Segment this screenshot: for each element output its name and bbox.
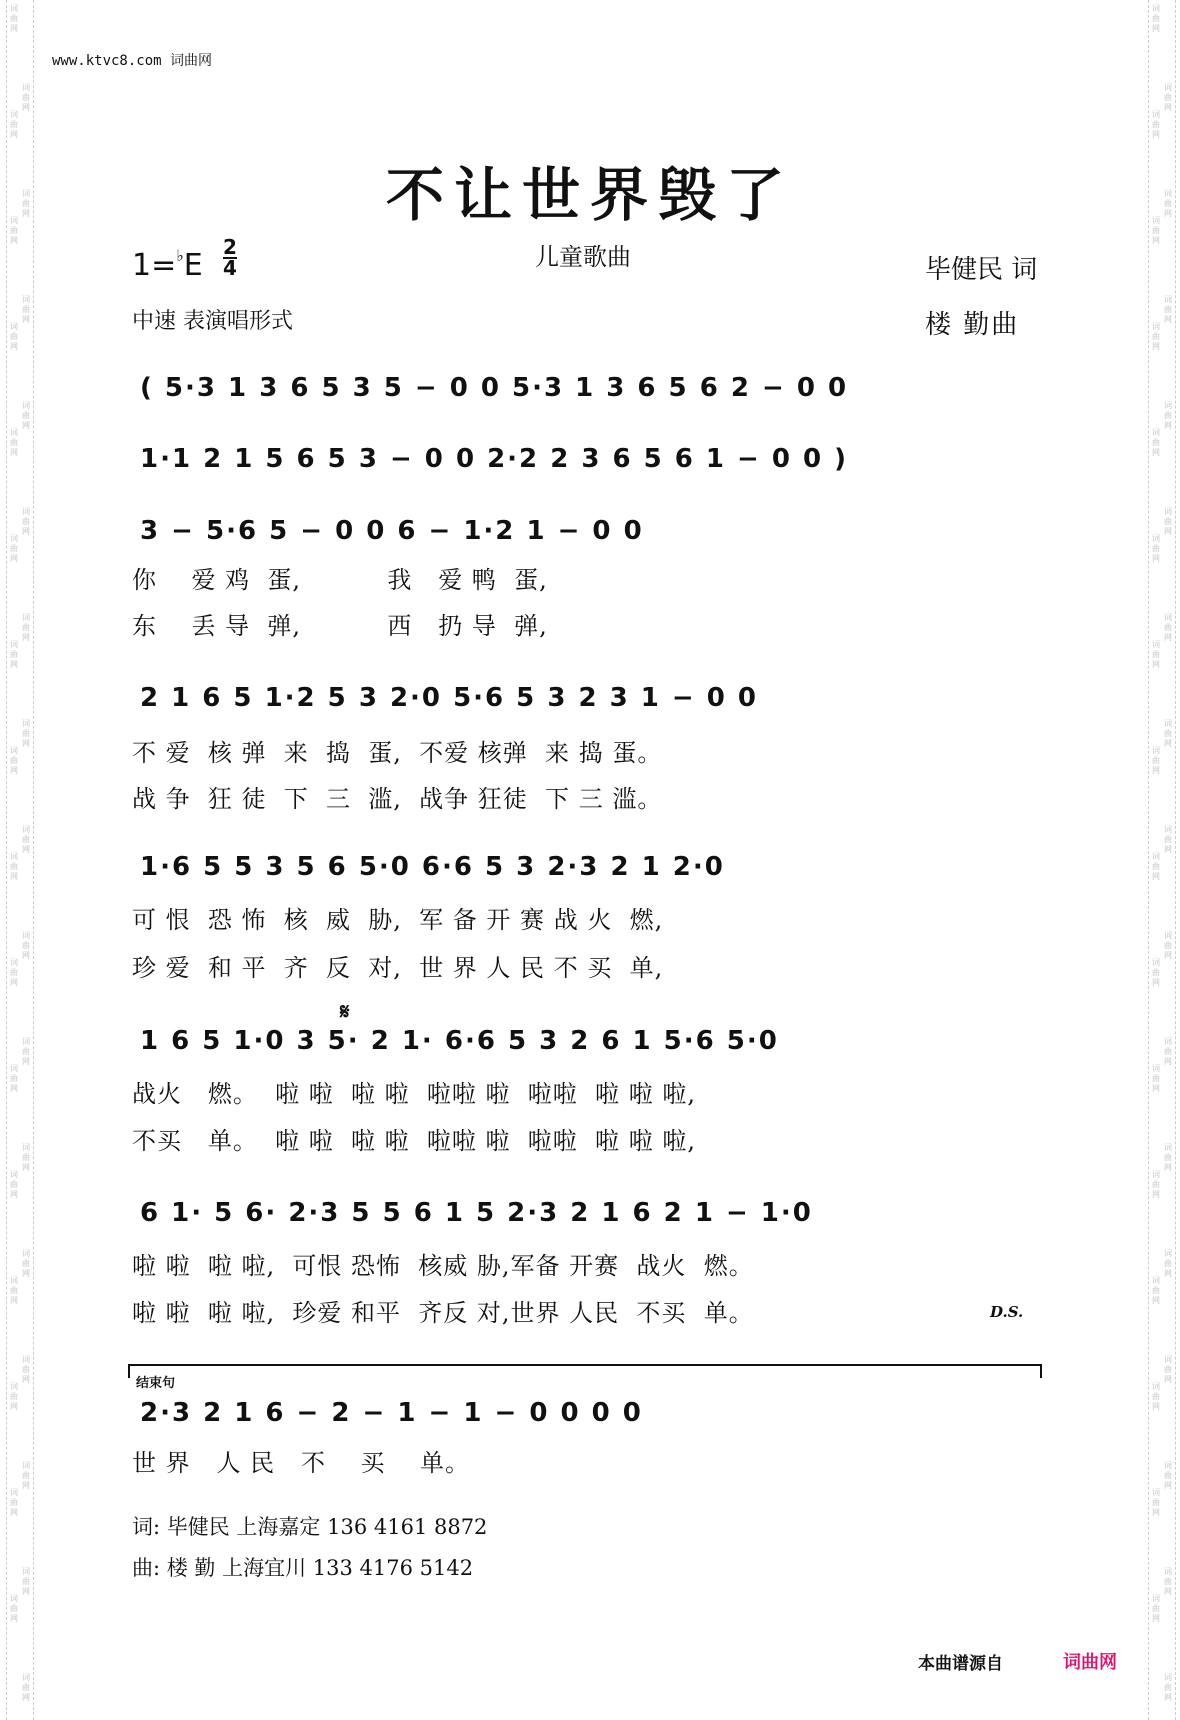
watermark-char: 词 — [22, 825, 30, 834]
watermark-char: 网 — [22, 1481, 30, 1490]
watermark-char: 网 — [22, 421, 30, 430]
watermark-char: 曲 — [1164, 1683, 1172, 1692]
key-letter: E — [183, 248, 203, 283]
watermark-char: 曲 — [22, 1153, 30, 1162]
score-line-7 — [132, 1198, 1047, 1238]
tempo-marking: 中速 表演唱形式 — [132, 309, 293, 334]
watermark-char: 网 — [10, 1190, 18, 1199]
watermark-char: 曲 — [1152, 544, 1160, 553]
watermark-char: 网 — [1164, 1587, 1172, 1596]
watermark-char: 曲 — [1152, 120, 1160, 129]
lyric-line-5b: 珍 爱 和 平 齐 反 对, 世 界 人 民 不 买 单, — [132, 954, 664, 982]
watermark-char: 网 — [10, 24, 18, 33]
watermark-char: 词 — [1152, 428, 1160, 437]
watermark-char: 曲 — [1164, 1047, 1172, 1056]
watermark-char: 曲 — [22, 1365, 30, 1374]
lyric-line-8a: 世 界 人 民 不 买 单。 — [132, 1449, 471, 1477]
watermark-char: 曲 — [22, 941, 30, 950]
watermark-char: 网 — [1164, 1269, 1172, 1278]
watermark-char: 网 — [1152, 236, 1160, 245]
watermark-char: 词 — [10, 1064, 18, 1073]
watermark-char: 词 — [22, 613, 30, 622]
watermark-char: 词 — [22, 1249, 30, 1258]
watermark-char: 曲 — [1152, 14, 1160, 23]
watermark-char: 曲 — [1152, 862, 1160, 871]
watermark-char: 曲 — [1152, 332, 1160, 341]
watermark-char: 词 — [1152, 1064, 1160, 1073]
watermark-char: 词 — [1164, 825, 1172, 834]
score-notes: 2 1 6 5 1·2 5 3 2·0 5·6 5 3 2 3 1 − 0 0 — [140, 683, 758, 713]
lyric-line-3a: 你 爱 鸡 蛋, 我 爱 鸭 蛋, — [132, 566, 548, 594]
watermark-char: 词 — [22, 1673, 30, 1682]
watermark-char: 曲 — [1164, 729, 1172, 738]
watermark-char: 曲 — [10, 120, 18, 129]
watermark-char: 曲 — [1152, 1498, 1160, 1507]
source-site-link[interactable]: 词曲网 — [1063, 1652, 1117, 1673]
score-line-4 — [132, 683, 1047, 723]
watermark-char: 网 — [22, 103, 30, 112]
watermark-char: 词 — [1164, 401, 1172, 410]
watermark-char: 词 — [1164, 1037, 1172, 1046]
score-notes: 1·6 5 5 3 5 6 5·0 6·6 5 3 2·3 2 1 2·0 — [140, 852, 725, 882]
score-notes: 2·3 2 1 6 − 2 − 1 − 1 − 0 0 0 0 — [140, 1398, 643, 1428]
score-line-8 — [132, 1398, 1047, 1438]
lyric-line-4a: 不 爱 核 弹 来 捣 蛋, 不爱 核弹 来 捣 蛋。 — [132, 739, 663, 767]
watermark-char: 网 — [1164, 209, 1172, 218]
watermark-char: 曲 — [22, 1259, 30, 1268]
watermark-char: 网 — [1152, 130, 1160, 139]
watermark-char: 词 — [22, 1461, 30, 1470]
watermark-char: 网 — [1152, 872, 1160, 881]
score-notes: ( 5·3 1 3 6 5 3 5 − 0 0 5·3 1 3 6 5 6 2 − 0 0 — [140, 373, 849, 403]
watermark-char: 曲 — [1164, 1365, 1172, 1374]
watermark-char: 网 — [22, 1693, 30, 1702]
watermark-char: 曲 — [22, 411, 30, 420]
watermark-char: 曲 — [1164, 305, 1172, 314]
lyric-line-7b: 啦 啦 啦 啦, 珍爱 和平 齐反 对,世界 人民 不买 单。 — [132, 1299, 754, 1327]
watermark-char: 曲 — [10, 1392, 18, 1401]
watermark-char: 曲 — [10, 862, 18, 871]
watermark-char: 词 — [1164, 83, 1172, 92]
watermark-char: 网 — [22, 1269, 30, 1278]
watermark-char: 曲 — [22, 305, 30, 314]
watermark-char: 词 — [1164, 719, 1172, 728]
watermark-char: 曲 — [1152, 1180, 1160, 1189]
watermark-char: 网 — [1152, 766, 1160, 775]
watermark-char: 曲 — [1152, 756, 1160, 765]
watermark-char: 网 — [1164, 315, 1172, 324]
watermark-char: 曲 — [22, 199, 30, 208]
watermark-char: 曲 — [1164, 1471, 1172, 1480]
score-line-3 — [132, 516, 1047, 556]
watermark-char: 词 — [22, 401, 30, 410]
watermark-char: 网 — [10, 1084, 18, 1093]
watermark-char: 词 — [10, 110, 18, 119]
watermark-char: 网 — [1152, 1296, 1160, 1305]
watermark-char: 词 — [10, 1594, 18, 1603]
watermark-char: 曲 — [22, 517, 30, 526]
watermark-char: 网 — [1164, 1481, 1172, 1490]
watermark-char: 曲 — [22, 1047, 30, 1056]
watermark-char: 网 — [10, 342, 18, 351]
watermark-char: 词 — [1164, 1673, 1172, 1682]
watermark-char: 曲 — [22, 1577, 30, 1586]
watermark-char: 词 — [22, 83, 30, 92]
watermark-char: 词 — [10, 640, 18, 649]
watermark-char: 词 — [1152, 4, 1160, 13]
watermark-char: 网 — [22, 845, 30, 854]
watermark-char: 词 — [10, 1170, 18, 1179]
score-notes: 6 1· 5 6· 2·3 5 5 6 1 5 2·3 2 1 6 2 1 − 1·0 — [140, 1198, 813, 1228]
watermark-char: 词 — [1152, 534, 1160, 543]
watermark-char: 词 — [1164, 1143, 1172, 1152]
score-line-6 — [132, 1026, 1047, 1066]
watermark-char: 网 — [10, 554, 18, 563]
watermark-char: 曲 — [1152, 1074, 1160, 1083]
site-url[interactable]: www.ktvc8.com 词曲网 — [52, 53, 213, 69]
watermark-char: 曲 — [1164, 835, 1172, 844]
watermark-char: 词 — [22, 295, 30, 304]
score-notes: 1 6 5 1·0 3 5· 2 1· 6·6 5 3 2 6 1 5·6 5·0 — [140, 1026, 779, 1056]
score-line-2 — [132, 444, 1047, 484]
watermark-char: 网 — [1152, 1084, 1160, 1093]
watermark-char: 曲 — [1152, 226, 1160, 235]
watermark-char: 网 — [1164, 1375, 1172, 1384]
watermark-char: 曲 — [22, 623, 30, 632]
watermark-char: 词 — [10, 1488, 18, 1497]
right-watermark-strip — [1148, 0, 1176, 1720]
watermark-char: 词 — [22, 1567, 30, 1576]
watermark-char: 网 — [10, 1296, 18, 1305]
composer-contact: 曲: 楼 勤 上海宜川 133 4176 5142 — [132, 1556, 474, 1580]
watermark-char: 网 — [1164, 633, 1172, 642]
score-notes: 1·1 2 1 5 6 5 3 − 0 0 2·2 2 3 6 5 6 1 − 0 0 ) — [140, 444, 849, 474]
watermark-char: 网 — [1164, 527, 1172, 536]
song-title: 不让世界毁了 — [385, 161, 794, 229]
watermark-char: 网 — [10, 872, 18, 881]
watermark-char: 曲 — [1164, 1259, 1172, 1268]
watermark-char: 网 — [1152, 1508, 1160, 1517]
watermark-char: 网 — [1164, 103, 1172, 112]
lyric-line-6a: 战火 燃。 啦 啦 啦 啦 啦啦 啦 啦啦 啦 啦 啦, — [132, 1080, 696, 1108]
watermark-char: 曲 — [10, 1604, 18, 1613]
watermark-char: 词 — [10, 852, 18, 861]
ending-label: 结束句 — [136, 1376, 176, 1391]
watermark-char: 曲 — [1152, 968, 1160, 977]
watermark-char: 词 — [1152, 1382, 1160, 1391]
watermark-char: 曲 — [10, 756, 18, 765]
watermark-char: 曲 — [10, 332, 18, 341]
watermark-char: 网 — [10, 1402, 18, 1411]
watermark-char: 词 — [1152, 216, 1160, 225]
watermark-char: 网 — [1152, 448, 1160, 457]
watermark-char: 词 — [1164, 189, 1172, 198]
watermark-char: 曲 — [1164, 517, 1172, 526]
left-watermark-strip — [6, 0, 34, 1720]
watermark-char: 网 — [1164, 1057, 1172, 1066]
segno-mark: 𝄋 — [340, 1000, 350, 1025]
watermark-char: 曲 — [1152, 1286, 1160, 1295]
score-notes: 3 − 5·6 5 − 0 0 6 − 1·2 1 − 0 0 — [140, 516, 644, 546]
watermark-char: 网 — [22, 633, 30, 642]
watermark-char: 词 — [10, 958, 18, 967]
watermark-char: 曲 — [10, 650, 18, 659]
watermark-char: 曲 — [1152, 650, 1160, 659]
watermark-char: 网 — [1152, 660, 1160, 669]
watermark-char: 网 — [10, 1508, 18, 1517]
watermark-char: 词 — [10, 4, 18, 13]
watermark-char: 词 — [1152, 110, 1160, 119]
watermark-char: 词 — [1152, 640, 1160, 649]
watermark-char: 曲 — [1164, 411, 1172, 420]
watermark-char: 网 — [10, 236, 18, 245]
watermark-char: 曲 — [10, 968, 18, 977]
watermark-char: 词 — [1164, 1461, 1172, 1470]
ending-bracket — [128, 1364, 1042, 1378]
watermark-char: 词 — [22, 1143, 30, 1152]
dal-segno-mark: D.S. — [990, 1303, 1024, 1321]
lyric-line-4b: 战 争 狂 徒 下 三 滥, 战争 狂徒 下 三 滥。 — [132, 785, 663, 813]
watermark-char: 网 — [1152, 342, 1160, 351]
watermark-char: 网 — [22, 739, 30, 748]
watermark-char: 网 — [10, 978, 18, 987]
watermark-char: 曲 — [10, 438, 18, 447]
watermark-char: 网 — [1152, 1614, 1160, 1623]
watermark-char: 词 — [1164, 507, 1172, 516]
watermark-char: 词 — [1164, 1567, 1172, 1576]
watermark-char: 曲 — [10, 1498, 18, 1507]
watermark-char: 词 — [22, 507, 30, 516]
watermark-char: 词 — [1152, 746, 1160, 755]
lyric-line-3b: 东 丢 导 弹, 西 扔 导 弹, — [132, 612, 548, 640]
watermark-char: 网 — [1152, 1190, 1160, 1199]
time-top: 2 — [223, 235, 237, 259]
watermark-char: 网 — [22, 1375, 30, 1384]
key-prefix: 1= — [132, 248, 177, 283]
watermark-char: 词 — [1164, 613, 1172, 622]
watermark-char: 词 — [1152, 322, 1160, 331]
watermark-char: 词 — [10, 534, 18, 543]
watermark-char: 词 — [1164, 295, 1172, 304]
watermark-char: 网 — [22, 315, 30, 324]
time-signature — [223, 235, 237, 280]
watermark-char: 曲 — [1152, 1604, 1160, 1613]
watermark-char: 网 — [22, 1587, 30, 1596]
watermark-char: 词 — [10, 1276, 18, 1285]
watermark-char: 词 — [1152, 1276, 1160, 1285]
watermark-char: 网 — [10, 130, 18, 139]
watermark-char: 曲 — [22, 1471, 30, 1480]
watermark-char: 网 — [10, 766, 18, 775]
watermark-char: 词 — [1152, 958, 1160, 967]
watermark-char: 词 — [10, 216, 18, 225]
watermark-char: 曲 — [10, 1180, 18, 1189]
watermark-char: 曲 — [10, 544, 18, 553]
watermark-char: 词 — [10, 428, 18, 437]
watermark-char: 曲 — [10, 14, 18, 23]
flat-sign: ♭ — [176, 246, 184, 265]
watermark-char: 曲 — [1164, 199, 1172, 208]
watermark-char: 网 — [1164, 845, 1172, 854]
watermark-char: 曲 — [1152, 438, 1160, 447]
watermark-char: 网 — [1152, 24, 1160, 33]
watermark-char: 词 — [22, 1037, 30, 1046]
song-genre: 儿童歌曲 — [535, 243, 631, 271]
watermark-char: 网 — [1164, 1693, 1172, 1702]
score-line-5 — [132, 852, 1047, 892]
watermark-char: 词 — [22, 719, 30, 728]
watermark-char: 词 — [22, 1355, 30, 1364]
watermark-char: 曲 — [22, 729, 30, 738]
watermark-char: 网 — [1152, 1402, 1160, 1411]
watermark-char: 网 — [10, 660, 18, 669]
lyricist-contact: 词: 毕健民 上海嘉定 136 4161 8872 — [132, 1515, 488, 1539]
watermark-char: 网 — [22, 1163, 30, 1172]
watermark-char: 网 — [1164, 951, 1172, 960]
watermark-char: 网 — [22, 951, 30, 960]
watermark-char: 词 — [1152, 1170, 1160, 1179]
watermark-char: 曲 — [10, 1074, 18, 1083]
score-line-1 — [132, 373, 1047, 413]
watermark-char: 曲 — [1164, 623, 1172, 632]
lyric-line-7a: 啦 啦 啦 啦, 可恨 恐怖 核威 胁,军备 开赛 战火 燃。 — [132, 1252, 754, 1280]
lyricist-credit: 毕健民 词 — [925, 255, 1038, 285]
lyric-line-5a: 可 恨 恐 怖 核 威 胁, 军 备 开 赛 战 火 燃, — [132, 906, 664, 934]
watermark-char: 曲 — [1164, 941, 1172, 950]
watermark-char: 曲 — [1164, 93, 1172, 102]
watermark-char: 网 — [10, 1614, 18, 1623]
watermark-char: 网 — [1152, 978, 1160, 987]
watermark-char: 曲 — [1152, 1392, 1160, 1401]
watermark-char: 曲 — [10, 1286, 18, 1295]
watermark-char: 曲 — [22, 1683, 30, 1692]
watermark-char: 曲 — [22, 93, 30, 102]
watermark-char: 网 — [10, 448, 18, 457]
watermark-char: 词 — [1152, 1594, 1160, 1603]
watermark-char: 曲 — [1164, 1577, 1172, 1586]
watermark-char: 词 — [1152, 1488, 1160, 1497]
key-signature — [132, 246, 203, 283]
watermark-char: 词 — [22, 931, 30, 940]
watermark-char: 词 — [10, 322, 18, 331]
watermark-char: 词 — [1164, 1249, 1172, 1258]
watermark-char: 网 — [22, 1057, 30, 1066]
composer-credit: 楼 勤曲 — [925, 310, 1020, 340]
watermark-char: 网 — [1164, 1163, 1172, 1172]
watermark-char: 网 — [1164, 421, 1172, 430]
watermark-char: 网 — [22, 209, 30, 218]
watermark-char: 曲 — [22, 835, 30, 844]
watermark-char: 词 — [10, 746, 18, 755]
watermark-char: 词 — [1164, 931, 1172, 940]
watermark-char: 网 — [1152, 554, 1160, 563]
watermark-char: 词 — [1152, 852, 1160, 861]
watermark-char: 词 — [22, 189, 30, 198]
time-bottom: 4 — [223, 256, 237, 280]
watermark-char: 网 — [22, 527, 30, 536]
watermark-char: 网 — [1164, 739, 1172, 748]
watermark-char: 曲 — [10, 226, 18, 235]
watermark-char: 曲 — [1164, 1153, 1172, 1162]
source-label: 本曲谱源自 — [918, 1654, 1003, 1674]
watermark-char: 词 — [1164, 1355, 1172, 1364]
watermark-char: 词 — [10, 1382, 18, 1391]
lyric-line-6b: 不买 单。 啦 啦 啦 啦 啦啦 啦 啦啦 啦 啦 啦, — [132, 1127, 696, 1155]
